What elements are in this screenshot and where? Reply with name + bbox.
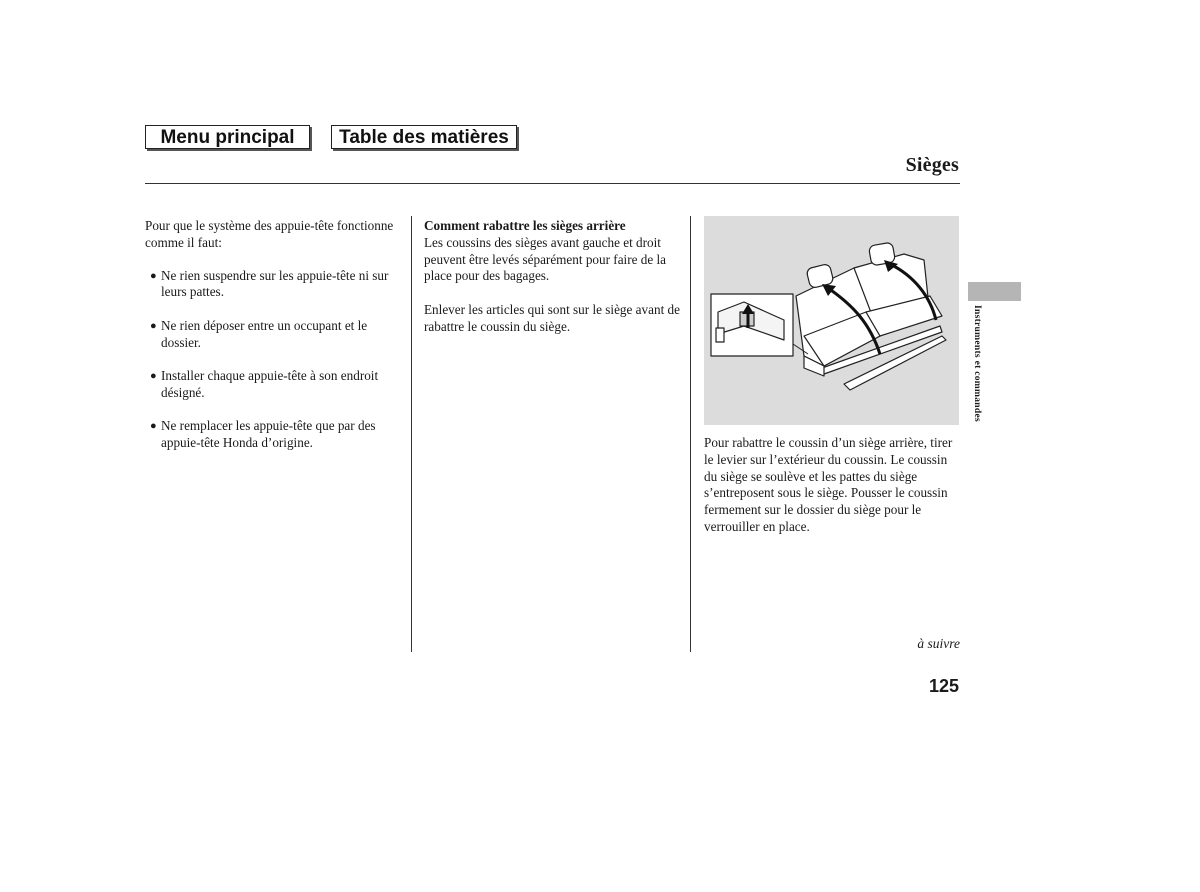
list-item-text: Ne remplacer les appuie-tête que par des appuie-tête Honda d’origine.	[161, 418, 376, 450]
list-item	[145, 418, 400, 452]
list-item-text: Ne rien déposer entre un occupant et le dossier.	[161, 317, 368, 350]
paragraph: Enlever les articles qui sont sur le siège avant de rabattre le coussin du siège.	[424, 301, 680, 334]
bullet-icon: ●	[150, 269, 157, 282]
rear-seat-fold-illustration	[704, 216, 959, 425]
bullet-icon: ●	[150, 319, 157, 332]
bullet-icon: ●	[150, 369, 157, 382]
list-item	[145, 368, 400, 402]
chapter-label	[972, 305, 984, 440]
table-of-contents-button[interactable]: Table des matières	[331, 125, 517, 149]
column-divider-right	[690, 216, 691, 652]
page-number: 125	[928, 676, 959, 696]
list-item	[145, 318, 400, 352]
subsection-heading: Comment rabattre les sièges arrière	[424, 218, 626, 233]
seat-illustration-icon	[704, 216, 959, 425]
list-item	[145, 268, 400, 302]
fold-instructions-column	[424, 218, 686, 336]
bullet-icon: ●	[150, 420, 157, 433]
header-divider	[145, 183, 960, 184]
headrest-guidance-column	[145, 218, 400, 468]
continued-note: à suivre	[917, 636, 960, 651]
list-item-text: Ne rien suspendre sur les appuie-tête ni sur leurs pattes.	[161, 267, 389, 300]
list-item-text: Installer chaque appuie-tête à son endroit désigné.	[161, 367, 379, 400]
paragraph: Les coussins des sièges avant gauche et droit peuvent être levés séparément pour faire de la place pour des bagages.	[424, 234, 667, 284]
chapter-label-text: Instruments et commandes	[972, 305, 982, 422]
chapter-tab	[968, 282, 1021, 301]
intro-paragraph: Pour que le système des appuie-tête fonctionne comme il faut:	[145, 218, 394, 250]
section-title: Sièges	[905, 154, 959, 176]
caption-paragraph: Pour rabattre le coussin d’un siège arrière, tirer le levier sur l’extérieur du coussin. Le coussin du siège se soulève et les pattes du siège s’entreposent sous le siège. Pousser le coussin fermement sur le dossier du siège pour le verrouiller en place.	[704, 435, 953, 534]
illustration-caption	[704, 435, 960, 536]
guideline-list	[145, 268, 400, 452]
main-menu-button[interactable]: Menu principal	[145, 125, 310, 149]
column-divider-left	[411, 216, 412, 652]
